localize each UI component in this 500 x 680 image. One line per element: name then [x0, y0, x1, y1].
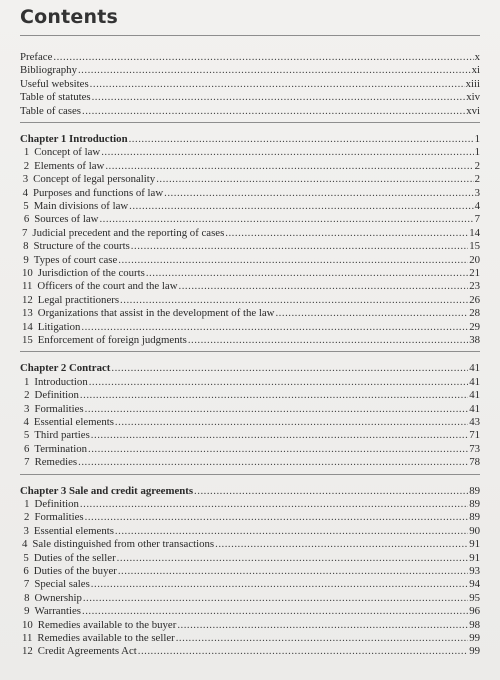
section-number: 1	[23, 375, 30, 388]
toc-entry[interactable]	[22, 619, 480, 632]
entry-label: Concept of law	[34, 146, 101, 159]
section-number: 4	[22, 538, 28, 551]
section-number: 6	[23, 442, 30, 455]
toc-entry[interactable]	[22, 294, 480, 307]
entry-label: Purposes and functions of law	[33, 186, 164, 199]
dot-leader	[99, 213, 473, 226]
dot-leader	[118, 254, 468, 267]
section-number: 3	[22, 173, 29, 186]
section-number: 8	[23, 240, 29, 253]
entry-label: Essential elements	[33, 416, 114, 428]
dot-leader	[129, 133, 474, 146]
section-number: 7	[24, 456, 30, 469]
page-number: xiv	[466, 91, 480, 104]
entry-label: Judicial precedent and the reporting of cases	[32, 226, 225, 239]
dot-leader	[91, 578, 468, 591]
chapter-title: Chapter 2 Contract	[20, 362, 111, 375]
page-number: 91	[469, 538, 480, 551]
entry-label: Remedies available to the buyer	[37, 618, 177, 631]
toc-entry[interactable]	[22, 254, 480, 267]
section-number: 5	[23, 429, 30, 442]
entry-label: Elements of law	[34, 159, 105, 172]
page-number: 41	[469, 362, 480, 375]
section-number: 13	[22, 307, 33, 320]
section-number: 9	[24, 605, 30, 618]
dot-leader	[92, 91, 466, 104]
section-number: 1	[24, 498, 30, 510]
section-number: 12	[22, 293, 33, 306]
dot-leader	[118, 565, 468, 578]
toc-entry[interactable]	[22, 213, 480, 226]
chapter-title: Chapter 1 Introduction	[20, 133, 128, 145]
page-number: 21	[469, 267, 480, 279]
section-number: 9	[23, 253, 29, 266]
page-number: 23	[469, 280, 480, 293]
entry-label: Concept of legal personality	[33, 173, 156, 186]
dot-leader	[88, 443, 468, 456]
dot-leader	[82, 605, 468, 618]
dot-leader	[91, 429, 468, 442]
section-number: 7	[23, 578, 30, 591]
entry-label: Useful websites	[20, 77, 89, 90]
page-number: xvi	[466, 104, 480, 117]
chapter-heading[interactable]	[20, 362, 480, 375]
toc-entry[interactable]	[22, 552, 480, 565]
dot-leader	[179, 280, 469, 293]
entry-label: Main divisions of law	[33, 200, 129, 212]
dot-leader	[82, 105, 465, 118]
dot-leader	[90, 78, 465, 91]
section-number: 6	[23, 565, 29, 577]
section-number: 10	[22, 267, 33, 279]
toc-entry[interactable]	[22, 240, 480, 253]
dot-leader	[177, 619, 468, 632]
page-number: 71	[469, 429, 480, 442]
dot-leader	[115, 416, 468, 429]
entry-label: Ownership	[34, 591, 82, 604]
toc-entry[interactable]	[22, 416, 480, 429]
toc-entry[interactable]	[22, 605, 480, 618]
entry-label: Jurisdiction of the courts	[37, 267, 145, 279]
title-divider	[20, 35, 480, 36]
dot-leader	[120, 294, 468, 307]
toc-entry[interactable]	[22, 280, 480, 293]
front-matter-entry[interactable]	[20, 51, 480, 64]
toc-entry[interactable]	[22, 173, 480, 186]
dot-leader	[156, 173, 473, 186]
dot-leader	[53, 51, 473, 64]
page-number: 14	[469, 226, 480, 239]
page-number: 99	[469, 632, 480, 644]
page-number: 2	[474, 173, 480, 186]
page-number: 7	[474, 213, 480, 226]
entry-label: Definition	[34, 498, 79, 510]
dot-leader	[225, 227, 468, 240]
entry-label: Organizations that assist in the development of the law	[37, 307, 275, 320]
front-matter-entry[interactable]	[20, 78, 480, 91]
toc-entry[interactable]	[22, 498, 480, 511]
toc-entry[interactable]	[22, 267, 480, 280]
toc-entry[interactable]	[22, 538, 480, 551]
toc-entry[interactable]	[22, 146, 480, 159]
entry-label: Preface	[20, 51, 53, 63]
page-title: Contents	[20, 6, 119, 28]
page-number: 73	[469, 442, 480, 455]
page-number: 95	[469, 591, 480, 604]
entry-label: Types of court case	[33, 253, 118, 266]
page-number: 1	[474, 133, 480, 145]
page-number: 41	[469, 375, 480, 388]
page-number: 26	[469, 293, 480, 306]
front-matter-entry[interactable]	[20, 105, 480, 118]
page-number: 3	[474, 186, 480, 199]
toc-entry[interactable]	[22, 525, 480, 538]
page-number: 89	[469, 498, 480, 510]
page-number: 29	[469, 320, 480, 333]
page-number: 93	[469, 565, 480, 577]
dot-leader	[80, 498, 468, 511]
front-matter-entry[interactable]	[20, 64, 480, 77]
chapter-heading[interactable]	[20, 485, 480, 498]
dot-leader	[215, 538, 468, 551]
entry-label: Credit Agreements Act	[37, 645, 137, 658]
dot-leader	[115, 525, 468, 538]
section-number: 6	[23, 213, 30, 226]
dot-leader	[89, 376, 468, 389]
toc-entry[interactable]	[22, 321, 480, 334]
dot-leader	[275, 307, 468, 320]
entry-label: Officers of the court and the law	[37, 280, 178, 293]
page-number: 15	[469, 240, 480, 253]
page-number: 38	[469, 334, 480, 346]
toc-entry[interactable]	[22, 565, 480, 578]
entry-label: Sale distinguished from other transactions	[32, 538, 215, 551]
toc-entry[interactable]	[22, 160, 480, 173]
section-number: 14	[22, 320, 33, 333]
entry-label: Table of statutes	[20, 91, 91, 104]
entry-label: Duties of the seller	[33, 551, 116, 564]
section-number: 1	[23, 146, 30, 159]
section-number: 10	[22, 618, 33, 631]
toc-entry[interactable]	[22, 578, 480, 591]
toc-entry[interactable]	[22, 443, 480, 456]
page-number: 90	[469, 524, 480, 537]
section-number: 4	[22, 186, 28, 199]
section-number: 7	[22, 226, 28, 239]
toc-entry[interactable]	[22, 307, 480, 320]
page-number: 1	[474, 146, 480, 159]
toc-entry[interactable]	[22, 334, 480, 347]
entry-label: Third parties	[34, 429, 90, 442]
page-number: 98	[469, 618, 480, 631]
entry-label: Structure of the courts	[33, 240, 130, 253]
toc-entry[interactable]	[22, 403, 480, 416]
section-number: 3	[23, 524, 29, 537]
entry-label: Bibliography	[20, 64, 77, 77]
entry-label: Enforcement of foreign judgments	[37, 334, 187, 346]
chapter-heading[interactable]	[20, 133, 480, 146]
entry-label: Formalities	[34, 511, 84, 524]
page-number: 2	[474, 159, 480, 172]
toc-entry[interactable]	[22, 511, 480, 524]
entry-label: Duties of the buyer	[33, 565, 117, 577]
page-number: 94	[469, 578, 480, 591]
toc-entry[interactable]	[22, 645, 480, 658]
toc-entry[interactable]	[22, 227, 480, 240]
page-number: 96	[469, 605, 480, 618]
toc-entry[interactable]	[22, 187, 480, 200]
entry-label: Special sales	[34, 578, 90, 591]
page-number: 41	[469, 402, 480, 415]
toc-entry[interactable]	[22, 376, 480, 389]
toc-entry[interactable]	[22, 456, 480, 469]
dot-leader	[80, 389, 468, 402]
page-number: 43	[469, 416, 480, 428]
entry-label: Litigation	[37, 320, 81, 333]
section-divider	[20, 351, 480, 352]
entry-label: Termination	[34, 442, 87, 455]
entry-label: Table of cases	[20, 104, 81, 117]
toc-entry[interactable]	[22, 632, 480, 645]
entry-label: Introduction	[34, 375, 88, 388]
page-number: xiii	[465, 77, 480, 90]
section-divider	[20, 122, 480, 123]
dot-leader	[78, 64, 471, 77]
section-number: 5	[23, 551, 29, 564]
section-number: 2	[24, 389, 30, 402]
dot-leader	[78, 456, 468, 469]
section-number: 5	[23, 200, 29, 212]
dot-leader	[138, 645, 468, 658]
page-number: xi	[471, 64, 480, 77]
page-number: 89	[469, 484, 480, 497]
front-matter-entry[interactable]	[20, 91, 480, 104]
dot-leader	[146, 267, 468, 280]
page-number: 20	[469, 253, 480, 266]
entry-label: Formalities	[34, 402, 84, 415]
dot-leader	[85, 403, 469, 416]
entry-label: Legal practitioners	[37, 293, 120, 306]
entry-label: Definition	[34, 389, 79, 402]
entry-label: Remedies available to the seller	[37, 632, 175, 644]
entry-label: Remedies	[34, 456, 78, 469]
toc-entry[interactable]	[22, 429, 480, 442]
dot-leader	[194, 485, 468, 498]
entry-label: Warranties	[34, 605, 81, 618]
page-number: 41	[469, 389, 480, 402]
dot-leader	[117, 552, 469, 565]
chapter-title: Chapter 3 Sale and credit agreements	[20, 484, 194, 497]
page-number: 28	[469, 307, 480, 320]
section-number: 11	[22, 280, 33, 293]
toc-entry[interactable]	[22, 200, 480, 213]
section-number: 3	[24, 402, 30, 415]
section-number: 15	[22, 334, 33, 346]
dot-leader	[111, 362, 468, 375]
dot-leader	[188, 334, 468, 347]
page-number: 89	[469, 511, 480, 524]
page-number: 4	[474, 200, 480, 212]
toc-entry[interactable]	[22, 389, 480, 402]
dot-leader	[85, 511, 469, 524]
section-number: 11	[22, 632, 33, 644]
section-number: 12	[22, 645, 33, 658]
dot-leader	[176, 632, 468, 645]
section-number: 8	[24, 591, 30, 604]
dot-leader	[129, 200, 473, 213]
dot-leader	[83, 592, 468, 605]
section-number: 2	[23, 159, 30, 172]
toc-entry[interactable]	[22, 592, 480, 605]
section-divider	[20, 474, 480, 475]
section-number: 4	[23, 416, 29, 428]
page-number: 78	[469, 456, 480, 469]
section-number: 2	[24, 511, 30, 524]
page-number: x	[474, 51, 480, 63]
dot-leader	[164, 187, 473, 200]
page-number: 91	[469, 551, 480, 564]
dot-leader	[81, 321, 468, 334]
entry-label: Sources of law	[34, 213, 99, 226]
dot-leader	[105, 160, 473, 173]
page-number: 99	[469, 645, 480, 658]
dot-leader	[131, 240, 468, 253]
entry-label: Essential elements	[33, 524, 114, 537]
dot-leader	[101, 146, 473, 159]
